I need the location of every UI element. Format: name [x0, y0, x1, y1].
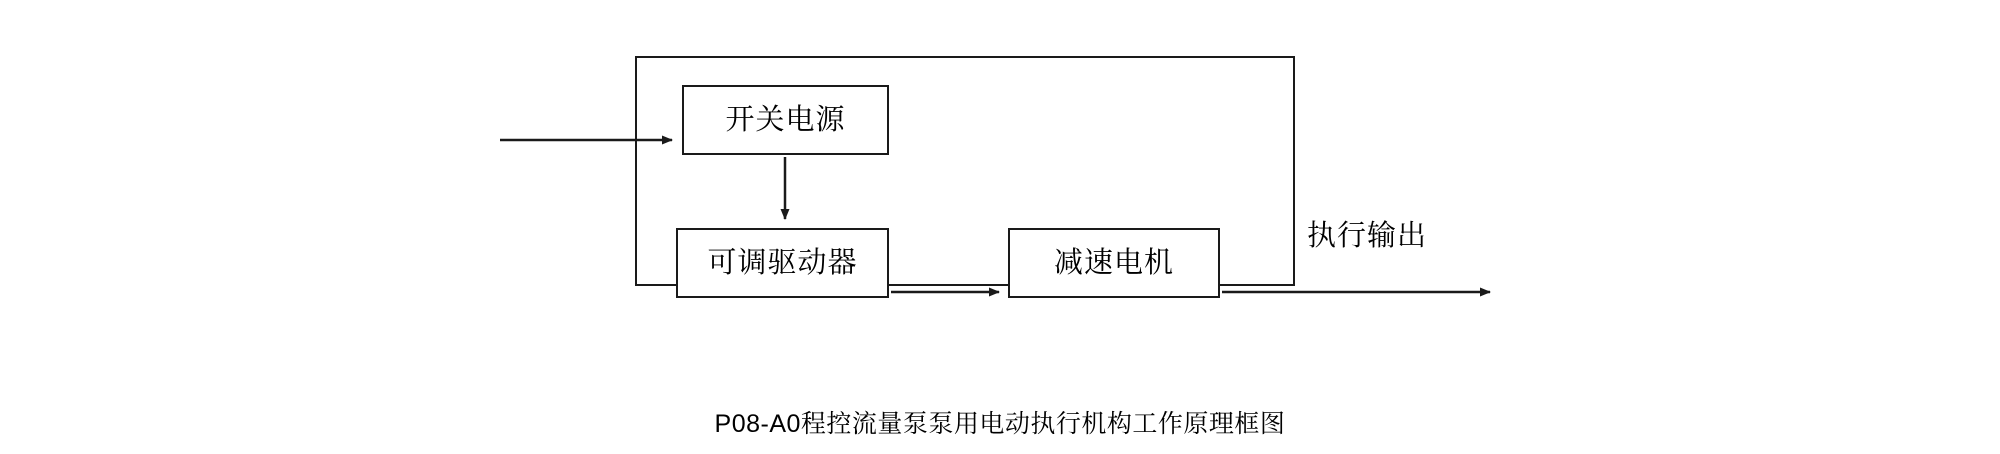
block-power-supply-label: 开关电源: [725, 103, 846, 136]
block-gear-motor: [1008, 228, 1220, 298]
block-adjustable-driver: [676, 228, 889, 298]
diagram-caption: P08-A0程控流量泵泵用电动执行机构工作原理框图: [714, 410, 1286, 438]
block-power-supply: [682, 85, 889, 155]
output-label: 执行输出: [1307, 220, 1428, 252]
block-adjustable-driver-label: 可调驱动器: [707, 246, 858, 279]
block-gear-motor-label: 减速电机: [1053, 246, 1174, 279]
